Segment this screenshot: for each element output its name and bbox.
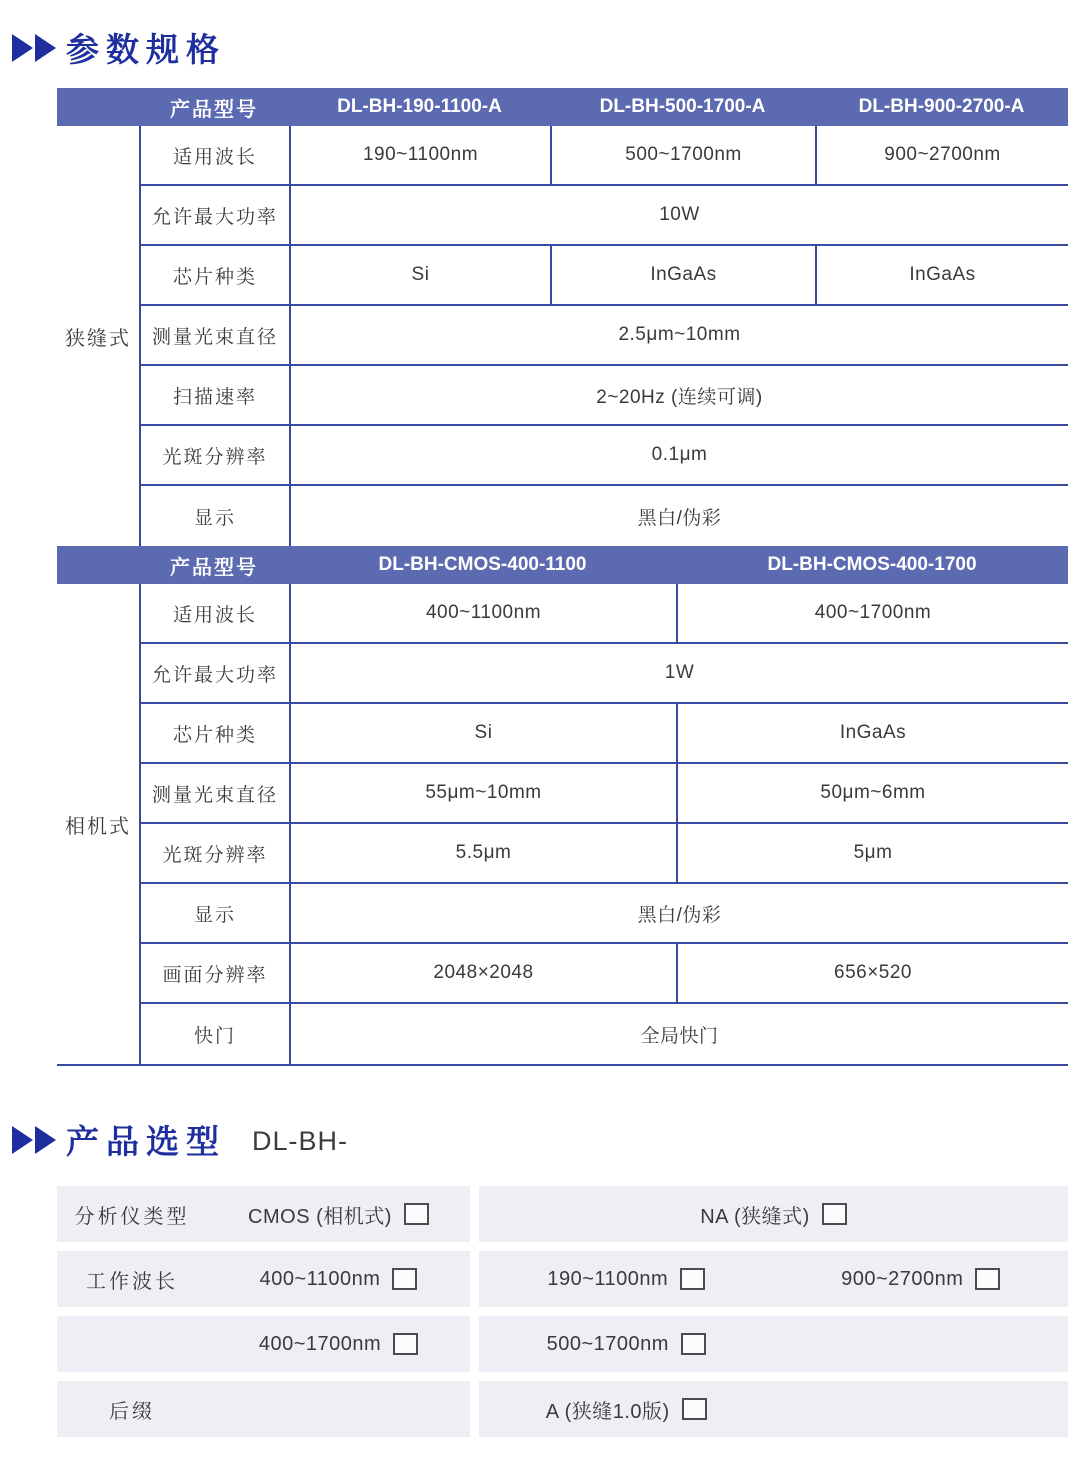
row-label: 允许最大功率	[139, 186, 289, 246]
selection-option-label: 500~1700nm	[546, 1332, 669, 1355]
selection-option-label: 400~1700nm	[258, 1332, 382, 1355]
row-label: 光斑分辨率	[139, 426, 289, 486]
column-header-model: DL-BH-190-1100-A	[337, 96, 502, 117]
selection-row	[57, 1251, 1068, 1307]
arrow-right-icon	[12, 1126, 33, 1154]
spec-value: 50μm~6mm	[676, 764, 1068, 824]
selection-option-label: 900~2700nm	[841, 1267, 964, 1290]
table-header-row	[57, 88, 1068, 126]
selection-option-label: 190~1100nm	[547, 1267, 669, 1290]
table-header-row	[57, 546, 1068, 584]
selection-right-cell	[479, 1395, 774, 1424]
row-label: 允许最大功率	[139, 644, 289, 704]
selection-left-block	[57, 1251, 470, 1307]
spec-value: 5.5μm	[289, 824, 676, 884]
row-label: 适用波长	[139, 584, 289, 644]
selection-option-label: NA (狭缝式)	[700, 1205, 810, 1228]
selection-option-label: 400~1100nm	[259, 1267, 381, 1290]
section-title-selection: 产品选型	[66, 1123, 226, 1160]
arrow-right-icon	[12, 34, 33, 62]
checkbox[interactable]	[392, 1268, 417, 1290]
spec-value: 400~1100nm	[289, 584, 676, 644]
checkbox[interactable]	[822, 1203, 847, 1225]
spec-value: 10W	[289, 186, 1068, 246]
selection-option	[700, 1200, 847, 1229]
selection-left-block	[57, 1381, 470, 1437]
selection-right-block	[479, 1316, 1068, 1372]
spec-value: 656×520	[676, 944, 1068, 1004]
selection-option	[546, 1395, 707, 1424]
spec-value: 2048×2048	[289, 944, 676, 1004]
model-prefix: DL-BH-	[252, 1126, 349, 1156]
selection-option-label: A (狭缝1.0版)	[545, 1400, 670, 1423]
section-header-selection	[12, 1116, 348, 1163]
spec-value: InGaAs	[550, 246, 815, 306]
spec-value: 黑白/伪彩	[289, 486, 1068, 546]
selection-right-block	[479, 1251, 1068, 1307]
spec-value: 0.1μm	[289, 426, 1068, 486]
selection-option	[547, 1333, 706, 1356]
table-body	[57, 126, 1068, 548]
arrow-right-icon	[35, 34, 56, 62]
selection-option	[248, 1200, 429, 1229]
double-arrow-icon	[12, 1126, 58, 1154]
column-header-model: DL-BH-500-1700-A	[599, 96, 766, 117]
selection-matrix	[57, 1186, 1068, 1437]
section-header-specs	[12, 24, 226, 71]
row-label: 芯片种类	[139, 246, 289, 306]
spec-value: 190~1100nm	[289, 126, 550, 186]
checkbox[interactable]	[681, 1333, 706, 1355]
column-header-model: DL-BH-900-2700-A	[858, 96, 1025, 117]
section-title-specs: 参数规格	[66, 31, 226, 68]
table-body	[57, 584, 1068, 1066]
checkbox[interactable]	[393, 1333, 418, 1355]
spec-table-slit	[57, 88, 1068, 548]
checkbox[interactable]	[975, 1268, 1000, 1290]
spec-value: Si	[289, 246, 550, 306]
selection-option	[547, 1268, 705, 1291]
selection-right-cell	[479, 1333, 774, 1356]
spec-value: Si	[289, 704, 676, 764]
selection-row	[57, 1186, 1068, 1242]
double-arrow-icon	[12, 34, 58, 62]
selection-right-block	[479, 1381, 1068, 1437]
row-label: 测量光束直径	[139, 306, 289, 366]
spec-table-camera	[57, 546, 1068, 1066]
selection-row	[57, 1381, 1068, 1437]
spec-value: 900~2700nm	[815, 126, 1068, 186]
column-header-model-label: 产品型号	[170, 98, 258, 121]
column-header-model: DL-BH-CMOS-400-1100	[378, 554, 587, 575]
spec-value: 5μm	[676, 824, 1068, 884]
selection-left-options	[207, 1268, 470, 1291]
selection-category-label: 分析仪类型	[74, 1205, 190, 1228]
selection-category-label: 工作波长	[86, 1270, 178, 1293]
group-label: 相机式	[65, 815, 131, 838]
row-label: 适用波长	[139, 126, 289, 186]
selection-left-options	[207, 1333, 470, 1356]
spec-value: 55μm~10mm	[289, 764, 676, 824]
group-label: 狭缝式	[65, 327, 131, 350]
row-label: 画面分辨率	[139, 944, 289, 1004]
row-label: 测量光束直径	[139, 764, 289, 824]
spec-value: 500~1700nm	[550, 126, 815, 186]
selection-option	[841, 1268, 1000, 1291]
selection-right-cell	[479, 1268, 774, 1291]
row-label: 显示	[139, 884, 289, 944]
spec-value: InGaAs	[676, 704, 1068, 764]
checkbox[interactable]	[680, 1268, 705, 1290]
row-label: 扫描速率	[139, 366, 289, 426]
row-label: 显示	[139, 486, 289, 546]
spec-value: InGaAs	[815, 246, 1068, 306]
checkbox[interactable]	[682, 1398, 707, 1420]
selection-row	[57, 1316, 1068, 1372]
selection-left-options	[207, 1200, 470, 1229]
spec-value: 400~1700nm	[676, 584, 1068, 644]
spec-value: 黑白/伪彩	[289, 884, 1068, 944]
selection-option	[260, 1268, 418, 1291]
selection-option-label: CMOS (相机式)	[248, 1205, 392, 1228]
selection-left-block	[57, 1316, 470, 1372]
selection-left-block	[57, 1186, 470, 1242]
selection-right-cell	[774, 1268, 1069, 1291]
row-label: 快门	[139, 1004, 289, 1064]
spec-value: 2.5μm~10mm	[289, 306, 1068, 366]
column-header-model-label: 产品型号	[170, 556, 258, 579]
row-label: 芯片种类	[139, 704, 289, 764]
selection-right-cell	[479, 1200, 1068, 1229]
selection-right-block	[479, 1186, 1068, 1242]
spec-value: 2~20Hz (连续可调)	[289, 366, 1068, 426]
spec-value: 1W	[289, 644, 1068, 704]
arrow-right-icon	[35, 1126, 56, 1154]
spec-value: 全局快门	[289, 1004, 1068, 1064]
row-label: 光斑分辨率	[139, 824, 289, 884]
selection-category-label: 后缀	[109, 1400, 155, 1423]
selection-option	[259, 1333, 418, 1356]
column-header-model: DL-BH-CMOS-400-1700	[767, 554, 977, 575]
checkbox[interactable]	[404, 1203, 429, 1225]
